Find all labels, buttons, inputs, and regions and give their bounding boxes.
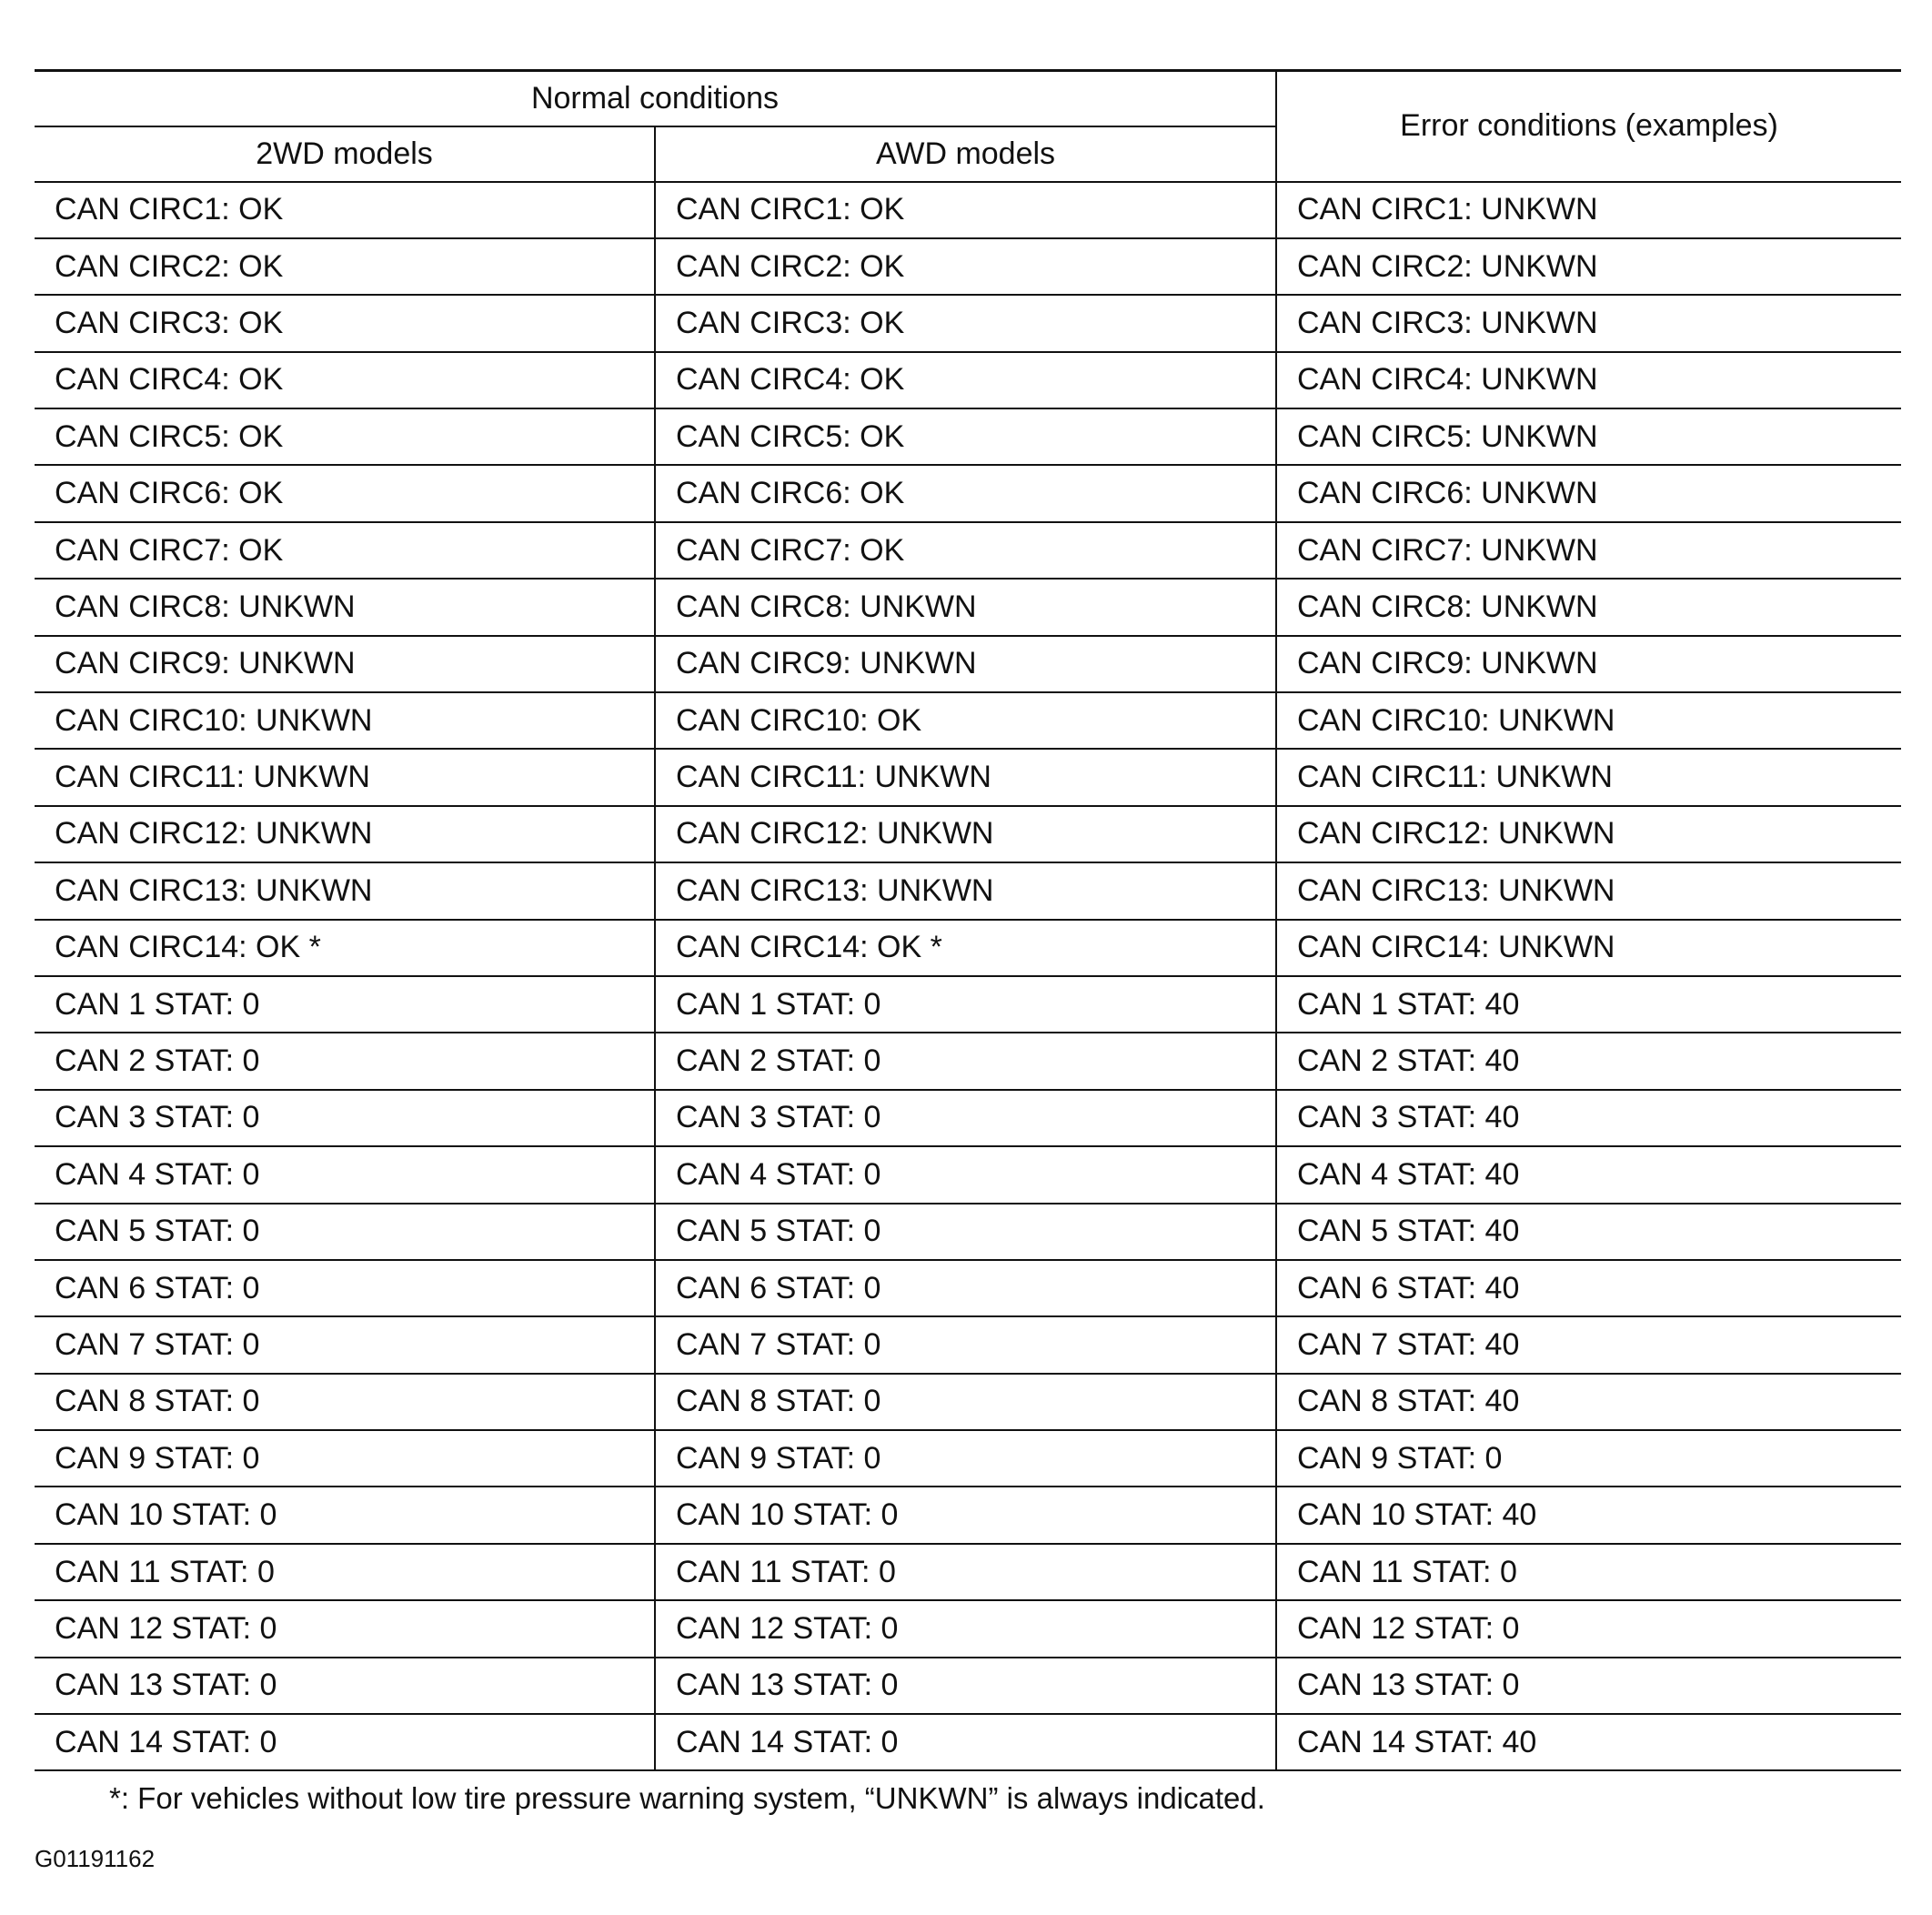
- table-row: [35, 352, 1901, 408]
- cell-awd: CAN 11 STAT: 0: [655, 1544, 1276, 1600]
- cell-error: CAN CIRC8: UNKWN: [1276, 579, 1901, 635]
- cell-awd: CAN CIRC1: OK: [655, 182, 1276, 238]
- cell-error: CAN 10 STAT: 40: [1276, 1487, 1901, 1543]
- cell-2wd: CAN 12 STAT: 0: [35, 1600, 655, 1657]
- table-row: [35, 1430, 1901, 1487]
- table-row: [35, 1316, 1901, 1373]
- cell-2wd: CAN CIRC1: OK: [35, 182, 655, 238]
- table-row: [35, 1146, 1901, 1203]
- cell-error: CAN CIRC3: UNKWN: [1276, 295, 1901, 351]
- cell-error: CAN CIRC7: UNKWN: [1276, 522, 1901, 579]
- header-error-conditions: Error conditions (examples): [1276, 71, 1901, 182]
- cell-error: CAN CIRC5: UNKWN: [1276, 408, 1901, 465]
- table-row: [35, 1600, 1901, 1657]
- cell-2wd: CAN 4 STAT: 0: [35, 1146, 655, 1203]
- cell-error: CAN 6 STAT: 40: [1276, 1260, 1901, 1316]
- cell-2wd: CAN 3 STAT: 0: [35, 1090, 655, 1146]
- table-row: [35, 692, 1901, 749]
- cell-awd: CAN CIRC3: OK: [655, 295, 1276, 351]
- table-row: [35, 238, 1901, 295]
- cell-2wd: CAN 11 STAT: 0: [35, 1544, 655, 1600]
- table-row: [35, 522, 1901, 579]
- cell-awd: CAN 7 STAT: 0: [655, 1316, 1276, 1373]
- cell-2wd: CAN CIRC8: UNKWN: [35, 579, 655, 635]
- cell-awd: CAN 2 STAT: 0: [655, 1033, 1276, 1089]
- can-diagnosis-table: [35, 69, 1901, 1771]
- cell-error: CAN CIRC4: UNKWN: [1276, 352, 1901, 408]
- table-row: [35, 976, 1901, 1033]
- cell-error: CAN 4 STAT: 40: [1276, 1146, 1901, 1203]
- cell-2wd: CAN 2 STAT: 0: [35, 1033, 655, 1089]
- cell-awd: CAN 14 STAT: 0: [655, 1714, 1276, 1770]
- cell-error: CAN CIRC14: UNKWN: [1276, 920, 1901, 976]
- cell-2wd: CAN CIRC10: UNKWN: [35, 692, 655, 749]
- cell-awd: CAN CIRC8: UNKWN: [655, 579, 1276, 635]
- cell-awd: CAN CIRC5: OK: [655, 408, 1276, 465]
- table-row: [35, 1260, 1901, 1316]
- cell-2wd: CAN CIRC4: OK: [35, 352, 655, 408]
- table-row: [35, 1374, 1901, 1430]
- cell-awd: CAN 5 STAT: 0: [655, 1204, 1276, 1260]
- header-awd-models: AWD models: [655, 126, 1276, 182]
- cell-error: CAN CIRC2: UNKWN: [1276, 238, 1901, 295]
- cell-error: CAN 2 STAT: 40: [1276, 1033, 1901, 1089]
- cell-awd: CAN CIRC12: UNKWN: [655, 806, 1276, 862]
- table-row: [35, 920, 1901, 976]
- cell-awd: CAN 12 STAT: 0: [655, 1600, 1276, 1657]
- table-row: [35, 295, 1901, 351]
- cell-awd: CAN 6 STAT: 0: [655, 1260, 1276, 1316]
- table-row: [35, 408, 1901, 465]
- table-row: [35, 1033, 1901, 1089]
- header-2wd-models: 2WD models: [35, 126, 655, 182]
- cell-awd: CAN 10 STAT: 0: [655, 1487, 1276, 1543]
- header-normal-conditions: Normal conditions: [35, 71, 1276, 126]
- table-row: [35, 579, 1901, 635]
- table-row: [35, 1090, 1901, 1146]
- cell-error: CAN CIRC12: UNKWN: [1276, 806, 1901, 862]
- cell-awd: CAN 1 STAT: 0: [655, 976, 1276, 1033]
- cell-2wd: CAN CIRC7: OK: [35, 522, 655, 579]
- cell-error: CAN 9 STAT: 0: [1276, 1430, 1901, 1487]
- cell-2wd: CAN CIRC2: OK: [35, 238, 655, 295]
- cell-error: CAN 13 STAT: 0: [1276, 1658, 1901, 1714]
- cell-2wd: CAN 6 STAT: 0: [35, 1260, 655, 1316]
- cell-awd: CAN CIRC6: OK: [655, 465, 1276, 521]
- table-row: [35, 1204, 1901, 1260]
- cell-error: CAN 3 STAT: 40: [1276, 1090, 1901, 1146]
- cell-awd: CAN CIRC2: OK: [655, 238, 1276, 295]
- cell-2wd: CAN 1 STAT: 0: [35, 976, 655, 1033]
- table-row: [35, 1658, 1901, 1714]
- cell-2wd: CAN 10 STAT: 0: [35, 1487, 655, 1543]
- table-row: [35, 465, 1901, 521]
- cell-error: CAN CIRC6: UNKWN: [1276, 465, 1901, 521]
- cell-error: CAN 12 STAT: 0: [1276, 1600, 1901, 1657]
- cell-awd: CAN 8 STAT: 0: [655, 1374, 1276, 1430]
- cell-2wd: CAN CIRC3: OK: [35, 295, 655, 351]
- table-row: [35, 636, 1901, 692]
- cell-error: CAN CIRC9: UNKWN: [1276, 636, 1901, 692]
- cell-2wd: CAN 7 STAT: 0: [35, 1316, 655, 1373]
- table-row: [35, 1714, 1901, 1770]
- cell-awd: CAN 3 STAT: 0: [655, 1090, 1276, 1146]
- cell-error: CAN 5 STAT: 40: [1276, 1204, 1901, 1260]
- cell-error: CAN CIRC10: UNKWN: [1276, 692, 1901, 749]
- cell-awd: CAN CIRC11: UNKWN: [655, 749, 1276, 805]
- table-row: [35, 1487, 1901, 1543]
- cell-2wd: CAN 14 STAT: 0: [35, 1714, 655, 1770]
- cell-awd: CAN 13 STAT: 0: [655, 1658, 1276, 1714]
- cell-2wd: CAN 8 STAT: 0: [35, 1374, 655, 1430]
- cell-2wd: CAN CIRC5: OK: [35, 408, 655, 465]
- cell-awd: CAN CIRC4: OK: [655, 352, 1276, 408]
- cell-error: CAN 14 STAT: 40: [1276, 1714, 1901, 1770]
- table-row: [35, 1544, 1901, 1600]
- footnote: *: For vehicles without low tire pressure warning system, “UNKWN” is always indicated.: [109, 1781, 1265, 1815]
- cell-2wd: CAN CIRC14: OK *: [35, 920, 655, 976]
- cell-error: CAN 1 STAT: 40: [1276, 976, 1901, 1033]
- table-row: [35, 806, 1901, 862]
- cell-awd: CAN CIRC7: OK: [655, 522, 1276, 579]
- cell-2wd: CAN CIRC6: OK: [35, 465, 655, 521]
- cell-error: CAN 11 STAT: 0: [1276, 1544, 1901, 1600]
- figure-id: G01191162: [35, 1845, 156, 1872]
- cell-2wd: CAN 9 STAT: 0: [35, 1430, 655, 1487]
- table-row: [35, 862, 1901, 919]
- cell-error: CAN CIRC1: UNKWN: [1276, 182, 1901, 238]
- cell-error: CAN CIRC11: UNKWN: [1276, 749, 1901, 805]
- cell-2wd: CAN CIRC9: UNKWN: [35, 636, 655, 692]
- cell-error: CAN CIRC13: UNKWN: [1276, 862, 1901, 919]
- cell-awd: CAN CIRC13: UNKWN: [655, 862, 1276, 919]
- cell-2wd: CAN CIRC12: UNKWN: [35, 806, 655, 862]
- cell-2wd: CAN CIRC13: UNKWN: [35, 862, 655, 919]
- cell-awd: CAN CIRC14: OK *: [655, 920, 1276, 976]
- cell-2wd: CAN 5 STAT: 0: [35, 1204, 655, 1260]
- cell-awd: CAN CIRC9: UNKWN: [655, 636, 1276, 692]
- cell-error: CAN 7 STAT: 40: [1276, 1316, 1901, 1373]
- cell-error: CAN 8 STAT: 40: [1276, 1374, 1901, 1430]
- table-body: [35, 182, 1901, 1771]
- cell-awd: CAN 9 STAT: 0: [655, 1430, 1276, 1487]
- cell-2wd: CAN CIRC11: UNKWN: [35, 749, 655, 805]
- cell-awd: CAN 4 STAT: 0: [655, 1146, 1276, 1203]
- cell-2wd: CAN 13 STAT: 0: [35, 1658, 655, 1714]
- table-row: [35, 182, 1901, 238]
- table-row: [35, 749, 1901, 805]
- cell-awd: CAN CIRC10: OK: [655, 692, 1276, 749]
